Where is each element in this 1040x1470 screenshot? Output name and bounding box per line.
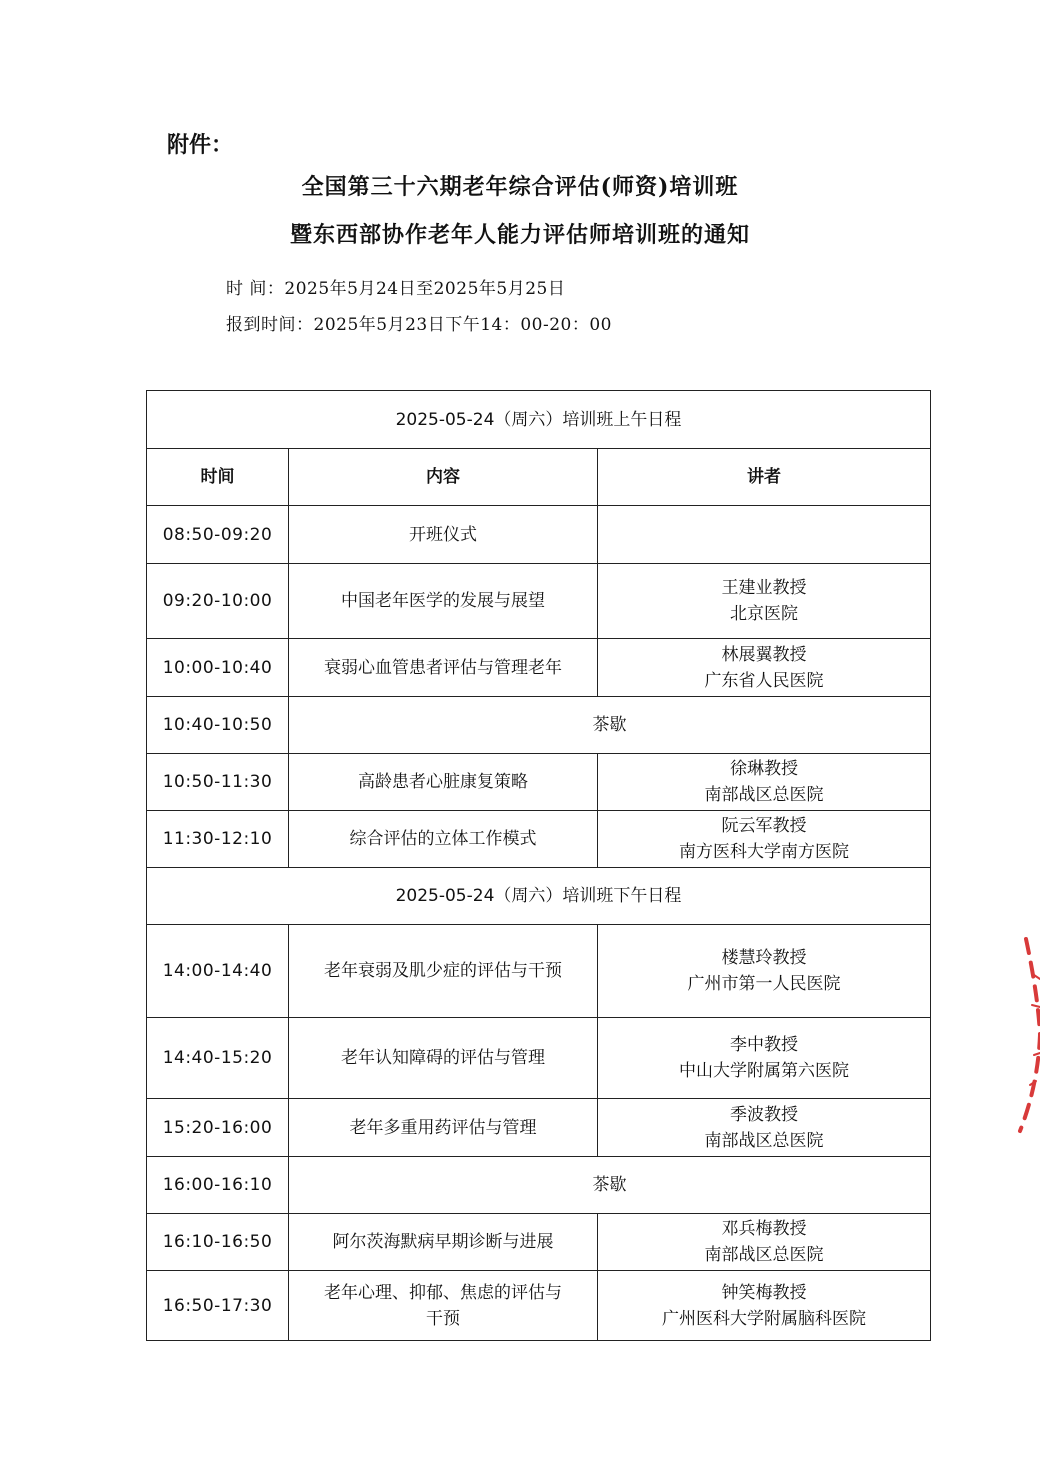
row-time: 08:50-09:20: [147, 506, 289, 564]
table-row: [147, 1214, 931, 1271]
row-time: 09:20-10:00: [147, 564, 289, 639]
column-header-speaker: 讲者: [598, 449, 931, 506]
notice-title-line1: 全国第三十六期老年综合评估(师资)培训班: [301, 174, 739, 200]
speaker-org: 北京医院: [730, 604, 798, 624]
row-time: 16:50-17:30: [147, 1271, 289, 1341]
row-speaker: [598, 1214, 931, 1271]
table-row: [147, 506, 931, 564]
row-content: 中国老年医学的发展与展望: [289, 564, 598, 639]
row-time: 16:10-16:50: [147, 1214, 289, 1271]
row-speaker: [598, 1099, 931, 1157]
row-content: 老年认知障碍的评估与管理: [289, 1018, 598, 1099]
table-row: [147, 925, 931, 1018]
speaker-name: 楼慧玲教授: [721, 948, 807, 968]
morning-section-header: [147, 391, 931, 449]
afternoon-section-header: [147, 868, 931, 925]
row-time: 11:30-12:10: [147, 811, 289, 868]
checkin-time: 报到时间：2025年5月23日下午14：00-20：00: [226, 315, 612, 335]
row-speaker: [598, 506, 931, 564]
row-time: 14:00-14:40: [147, 925, 289, 1018]
speaker-org: 南方医科大学南方医院: [679, 842, 849, 862]
row-content: 衰弱心血管患者评估与管理老年: [289, 639, 598, 697]
row-speaker: [598, 811, 931, 868]
row-content: 开班仪式: [289, 506, 598, 564]
event-time: 时 间：2025年5月24日至2025年5月25日: [226, 279, 566, 299]
notice-title-line2: 暨东西部协作老年人能力评估师培训班的通知: [289, 222, 750, 248]
section-header-text: 2025-05-24（周六）培训班上午日程: [147, 391, 931, 449]
schedule-table: [146, 390, 931, 1341]
speaker-org: 南部战区总医院: [704, 785, 824, 805]
speaker-org: 广州医科大学附属脑科医院: [662, 1308, 866, 1329]
row-content: 阿尔茨海默病早期诊断与进展: [289, 1214, 598, 1271]
table-row-break: [147, 1157, 931, 1214]
table-row: [147, 1018, 931, 1099]
speaker-org: 广东省人民医院: [704, 670, 824, 691]
row-speaker: [598, 754, 931, 811]
speaker-name: 徐琳教授: [730, 759, 798, 779]
speaker-org: 中山大学附属第六医院: [679, 1061, 849, 1081]
seal-stamp-edge: [1008, 935, 1040, 1135]
column-header-row: [147, 449, 931, 506]
row-time: 10:50-11:30: [147, 754, 289, 811]
speaker-name: 钟笑梅教授: [721, 1282, 807, 1303]
column-header-content: 内容: [289, 449, 598, 506]
table-row: [147, 564, 931, 639]
speaker-name: 邓兵梅教授: [721, 1219, 807, 1239]
row-content: 老年衰弱及肌少症的评估与干预: [289, 925, 598, 1018]
row-time: 15:20-16:00: [147, 1099, 289, 1157]
row-speaker: [598, 564, 931, 639]
attachment-label: 附件：: [167, 132, 234, 158]
table-row: [147, 811, 931, 868]
row-content: 综合评估的立体工作模式: [289, 811, 598, 868]
row-content: [289, 1271, 598, 1341]
row-time: 16:00-16:10: [147, 1157, 289, 1214]
row-speaker: [598, 639, 931, 697]
speaker-name: 季波教授: [730, 1104, 798, 1125]
row-time: 10:00-10:40: [147, 639, 289, 697]
speaker-org: 南部战区总医院: [704, 1245, 824, 1265]
content-line: 老年心理、抑郁、焦虑的评估与: [324, 1282, 562, 1303]
column-header-time: 时间: [147, 449, 289, 506]
table-row: [147, 639, 931, 697]
row-time: 14:40-15:20: [147, 1018, 289, 1099]
row-content: 高龄患者心脏康复策略: [289, 754, 598, 811]
speaker-name: 阮云军教授: [721, 816, 807, 836]
table-row-break: [147, 697, 931, 754]
row-speaker: [598, 1018, 931, 1099]
speaker-name: 李中教授: [730, 1035, 798, 1055]
content-line: 干预: [426, 1308, 460, 1329]
speaker-org: 南部战区总医院: [704, 1130, 824, 1151]
table-row: [147, 754, 931, 811]
row-content: 老年多重用药评估与管理: [289, 1099, 598, 1157]
table-row: [147, 1099, 931, 1157]
row-time: 10:40-10:50: [147, 697, 289, 754]
break-label: 茶歇: [289, 1157, 931, 1214]
row-speaker: [598, 1271, 931, 1341]
row-speaker: [598, 925, 931, 1018]
speaker-org: 广州市第一人民医院: [687, 974, 841, 994]
section-header-text: 2025-05-24（周六）培训班下午日程: [147, 868, 931, 925]
table-row: [147, 1271, 931, 1341]
speaker-name: 王建业教授: [721, 578, 807, 598]
break-label: 茶歇: [289, 697, 931, 754]
speaker-name: 林展翼教授: [721, 644, 807, 665]
